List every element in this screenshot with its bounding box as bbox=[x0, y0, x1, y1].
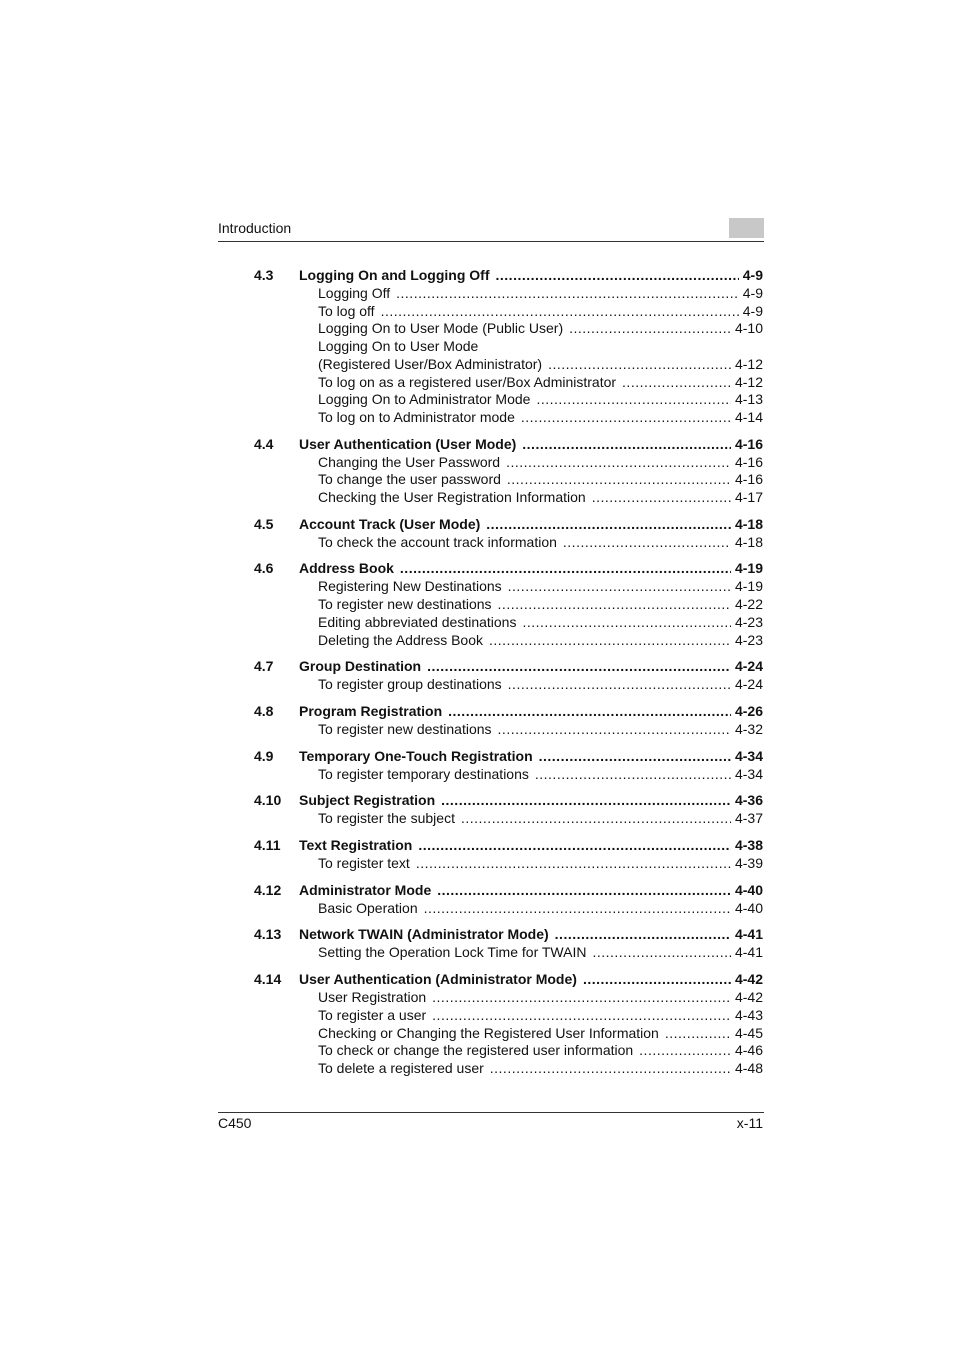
toc-subentry[interactable] bbox=[254, 632, 763, 650]
subentry-page-number: 4-19 bbox=[734, 578, 763, 595]
subentry-title: To register group destinations bbox=[318, 676, 502, 693]
toc-subentry[interactable] bbox=[254, 338, 763, 356]
toc-section-entry[interactable] bbox=[254, 747, 763, 765]
subentry-title: Logging On to User Mode (Public User) bbox=[318, 320, 564, 337]
section-number: 4.4 bbox=[254, 435, 274, 452]
toc-subentry[interactable] bbox=[254, 409, 763, 427]
dot-leader bbox=[539, 747, 731, 765]
dot-leader bbox=[555, 925, 731, 943]
section-page-number: 4-26 bbox=[734, 702, 763, 719]
section-number: 4.14 bbox=[254, 971, 282, 988]
toc-subentry[interactable] bbox=[254, 596, 763, 614]
toc-section-entry[interactable] bbox=[254, 657, 763, 675]
section-number: 4.3 bbox=[254, 267, 274, 283]
subentry-title: Changing the User Password bbox=[318, 453, 501, 470]
dot-leader bbox=[427, 657, 731, 675]
subentry-title: To register temporary destinations bbox=[318, 765, 529, 782]
toc-section bbox=[254, 925, 763, 962]
subentry-title: Setting the Operation Lock Time for TWAIN bbox=[318, 944, 587, 961]
section-title: Group Destination bbox=[299, 658, 422, 675]
section-title: Text Registration bbox=[299, 837, 413, 854]
subentry-page-number: 4-48 bbox=[734, 1059, 763, 1076]
toc-subentry[interactable] bbox=[254, 471, 763, 489]
subentry-page-number: 4-9 bbox=[742, 285, 763, 301]
section-page-number: 4-19 bbox=[734, 560, 763, 577]
header-tab-marker bbox=[729, 218, 764, 238]
subentry-title: To log off bbox=[318, 302, 375, 319]
toc-section bbox=[254, 266, 763, 427]
dot-leader bbox=[508, 676, 731, 694]
toc-subentry[interactable] bbox=[254, 1060, 763, 1078]
toc-section-entry[interactable] bbox=[254, 925, 763, 943]
footer-divider bbox=[218, 1112, 764, 1113]
subentry-title: To register new destinations bbox=[318, 720, 492, 737]
toc-section-entry[interactable] bbox=[254, 791, 763, 809]
section-title: User Authentication (Administrator Mode) bbox=[299, 971, 577, 988]
section-title: Temporary One-Touch Registration bbox=[299, 747, 533, 764]
section-title: Subject Registration bbox=[299, 792, 436, 809]
dot-leader bbox=[432, 1007, 731, 1025]
dot-leader bbox=[381, 303, 739, 321]
footer-model: C450 bbox=[218, 1115, 252, 1131]
subentry-title: To register new destinations bbox=[318, 596, 492, 613]
toc-section bbox=[254, 657, 763, 694]
toc-section bbox=[254, 836, 763, 873]
dot-leader bbox=[536, 391, 731, 409]
section-title: Administrator Mode bbox=[299, 881, 432, 898]
dot-leader bbox=[461, 810, 731, 828]
subentry-page-number: 4-18 bbox=[734, 533, 763, 550]
dot-leader bbox=[622, 374, 731, 392]
toc-subentry[interactable] bbox=[254, 989, 763, 1007]
toc-subentry[interactable] bbox=[254, 900, 763, 918]
subentry-title: (Registered User/Box Administrator) bbox=[318, 355, 543, 372]
toc-section-entry[interactable] bbox=[254, 702, 763, 720]
dot-leader bbox=[592, 944, 731, 962]
section-title: Program Registration bbox=[299, 702, 443, 719]
section-title: Address Book bbox=[299, 560, 394, 577]
dot-leader bbox=[396, 285, 739, 303]
section-number: 4.7 bbox=[254, 658, 274, 675]
toc-subentry[interactable] bbox=[254, 454, 763, 472]
section-page-number: 4-9 bbox=[742, 267, 763, 283]
subentry-title: Editing abbreviated destinations bbox=[318, 613, 517, 630]
section-page-number: 4-38 bbox=[734, 837, 763, 854]
toc-subentry[interactable] bbox=[254, 285, 763, 303]
dot-leader bbox=[548, 356, 731, 374]
subentry-title: User Registration bbox=[318, 989, 427, 1006]
dot-leader bbox=[486, 515, 731, 533]
toc-subentry[interactable] bbox=[254, 721, 763, 739]
dot-leader bbox=[569, 320, 731, 338]
section-number: 4.11 bbox=[254, 837, 281, 854]
subentry-page-number: 4-46 bbox=[734, 1042, 763, 1059]
dot-leader bbox=[639, 1042, 731, 1060]
dot-leader bbox=[418, 836, 731, 854]
subentry-title: To change the user password bbox=[318, 471, 501, 488]
toc-section bbox=[254, 559, 763, 649]
subentry-page-number: 4-37 bbox=[734, 810, 763, 827]
toc-subentry[interactable] bbox=[254, 578, 763, 596]
toc-subentry[interactable] bbox=[254, 614, 763, 632]
section-page-number: 4-36 bbox=[734, 792, 763, 809]
dot-leader bbox=[665, 1025, 731, 1043]
dot-leader bbox=[416, 855, 731, 873]
section-number: 4.12 bbox=[254, 881, 282, 898]
subentry-title: To log on as a registered user/Box Administrator bbox=[318, 373, 617, 390]
toc-subentry[interactable] bbox=[254, 810, 763, 828]
dot-leader bbox=[489, 632, 731, 650]
subentry-title: To register a user bbox=[318, 1006, 427, 1023]
toc-subentry[interactable] bbox=[254, 534, 763, 552]
toc-section-entry[interactable] bbox=[254, 435, 763, 453]
subentry-page-number: 4-41 bbox=[734, 944, 763, 961]
toc-section-entry[interactable] bbox=[254, 836, 763, 854]
toc-subentry[interactable] bbox=[254, 855, 763, 873]
dot-leader bbox=[498, 596, 731, 614]
toc-subentry[interactable] bbox=[254, 303, 763, 321]
subentry-title: Basic Operation bbox=[318, 899, 418, 916]
toc-section bbox=[254, 747, 763, 784]
dot-leader bbox=[592, 489, 731, 507]
subentry-page-number: 4-17 bbox=[734, 489, 763, 506]
subentry-page-number: 4-13 bbox=[734, 391, 763, 408]
section-number: 4.6 bbox=[254, 560, 274, 577]
toc-subentry[interactable] bbox=[254, 356, 763, 374]
footer-page-number: x-11 bbox=[736, 1115, 763, 1131]
subentry-page-number: 4-16 bbox=[734, 471, 763, 488]
subentry-title: To log on to Administrator mode bbox=[318, 408, 515, 425]
dot-leader bbox=[432, 989, 731, 1007]
section-number: 4.10 bbox=[254, 792, 282, 809]
dot-leader bbox=[522, 614, 731, 632]
table-of-contents bbox=[254, 266, 763, 1086]
subentry-title: To register text bbox=[318, 855, 410, 872]
subentry-title: Logging Off bbox=[318, 285, 391, 301]
section-number: 4.5 bbox=[254, 515, 274, 532]
subentry-page-number: 4-34 bbox=[734, 765, 763, 782]
toc-section-entry[interactable] bbox=[254, 970, 763, 988]
dot-leader bbox=[441, 791, 731, 809]
toc-section-entry[interactable] bbox=[254, 559, 763, 577]
subentry-title: To register the subject bbox=[318, 810, 455, 827]
section-page-number: 4-34 bbox=[734, 747, 763, 764]
toc-subentry[interactable] bbox=[254, 944, 763, 962]
toc-subentry[interactable] bbox=[254, 676, 763, 694]
subentry-page-number: 4-45 bbox=[734, 1024, 763, 1041]
dot-leader bbox=[563, 534, 731, 552]
dot-leader bbox=[496, 266, 739, 284]
toc-section-entry[interactable] bbox=[254, 266, 763, 284]
subentry-page-number: 4-10 bbox=[734, 320, 763, 337]
toc-subentry[interactable] bbox=[254, 391, 763, 409]
section-number: 4.8 bbox=[254, 702, 274, 719]
section-page-number: 4-40 bbox=[734, 881, 763, 898]
toc-section bbox=[254, 881, 763, 918]
dot-leader bbox=[535, 766, 731, 784]
subentry-page-number: 4-14 bbox=[734, 408, 763, 425]
toc-subentry[interactable] bbox=[254, 1042, 763, 1060]
toc-section bbox=[254, 515, 763, 552]
subentry-page-number: 4-43 bbox=[734, 1006, 763, 1023]
section-title: Network TWAIN (Administrator Mode) bbox=[299, 926, 549, 943]
subentry-page-number: 4-32 bbox=[734, 720, 763, 737]
dot-leader bbox=[507, 471, 731, 489]
toc-section bbox=[254, 970, 763, 1078]
subentry-page-number: 4-23 bbox=[734, 631, 763, 648]
subentry-page-number: 4-22 bbox=[734, 596, 763, 613]
dot-leader bbox=[437, 881, 731, 899]
subentry-title: Logging On to Administrator Mode bbox=[318, 391, 531, 408]
dot-leader bbox=[490, 1060, 731, 1078]
section-number: 4.9 bbox=[254, 747, 274, 764]
section-page-number: 4-16 bbox=[734, 435, 763, 452]
subentry-page-number: 4-16 bbox=[734, 453, 763, 470]
subentry-page-number: 4-42 bbox=[734, 989, 763, 1006]
subentry-title: Checking the User Registration Information bbox=[318, 489, 586, 506]
dot-leader bbox=[400, 559, 731, 577]
section-page-number: 4-41 bbox=[734, 926, 763, 943]
dot-leader bbox=[508, 578, 731, 596]
running-header: Introduction bbox=[218, 220, 292, 236]
dot-leader bbox=[498, 721, 731, 739]
dot-leader bbox=[521, 409, 731, 427]
subentry-page-number: 4-12 bbox=[734, 355, 763, 372]
section-page-number: 4-24 bbox=[734, 658, 763, 675]
section-title: Logging On and Logging Off bbox=[299, 267, 490, 283]
toc-section-entry[interactable] bbox=[254, 881, 763, 899]
toc-subentry[interactable] bbox=[254, 766, 763, 784]
toc-section bbox=[254, 435, 763, 507]
subentry-page-number: 4-39 bbox=[734, 855, 763, 872]
subentry-page-number: 4-24 bbox=[734, 676, 763, 693]
subentry-title: To delete a registered user bbox=[318, 1059, 484, 1076]
toc-subentry[interactable] bbox=[254, 489, 763, 507]
subentry-page-number: 4-9 bbox=[742, 302, 763, 319]
toc-section bbox=[254, 702, 763, 739]
section-page-number: 4-18 bbox=[734, 515, 763, 532]
dot-leader bbox=[506, 454, 731, 472]
subentry-title: Deleting the Address Book bbox=[318, 631, 483, 648]
subentry-title: Logging On to User Mode bbox=[318, 338, 479, 355]
subentry-page-number: 4-40 bbox=[734, 899, 763, 916]
toc-subentry[interactable] bbox=[254, 320, 763, 338]
subentry-title: To check or change the registered user information bbox=[318, 1042, 634, 1059]
subentry-title: Checking or Changing the Registered User Information bbox=[318, 1024, 659, 1041]
subentry-title: Registering New Destinations bbox=[318, 578, 502, 595]
subentry-page-number: 4-12 bbox=[734, 373, 763, 390]
header-divider bbox=[218, 241, 764, 242]
toc-subentry[interactable] bbox=[254, 1007, 763, 1025]
dot-leader bbox=[424, 900, 731, 918]
toc-subentry[interactable] bbox=[254, 374, 763, 392]
subentry-title: To check the account track information bbox=[318, 533, 557, 550]
dot-leader bbox=[448, 702, 731, 720]
toc-section-entry[interactable] bbox=[254, 515, 763, 533]
toc-section bbox=[254, 791, 763, 828]
section-page-number: 4-42 bbox=[734, 971, 763, 988]
toc-subentry[interactable] bbox=[254, 1025, 763, 1043]
dot-leader bbox=[522, 435, 731, 453]
subentry-page-number: 4-23 bbox=[734, 613, 763, 630]
section-number: 4.13 bbox=[254, 926, 282, 943]
dot-leader bbox=[583, 970, 731, 988]
section-title: User Authentication (User Mode) bbox=[299, 435, 517, 452]
section-title: Account Track (User Mode) bbox=[299, 515, 481, 532]
